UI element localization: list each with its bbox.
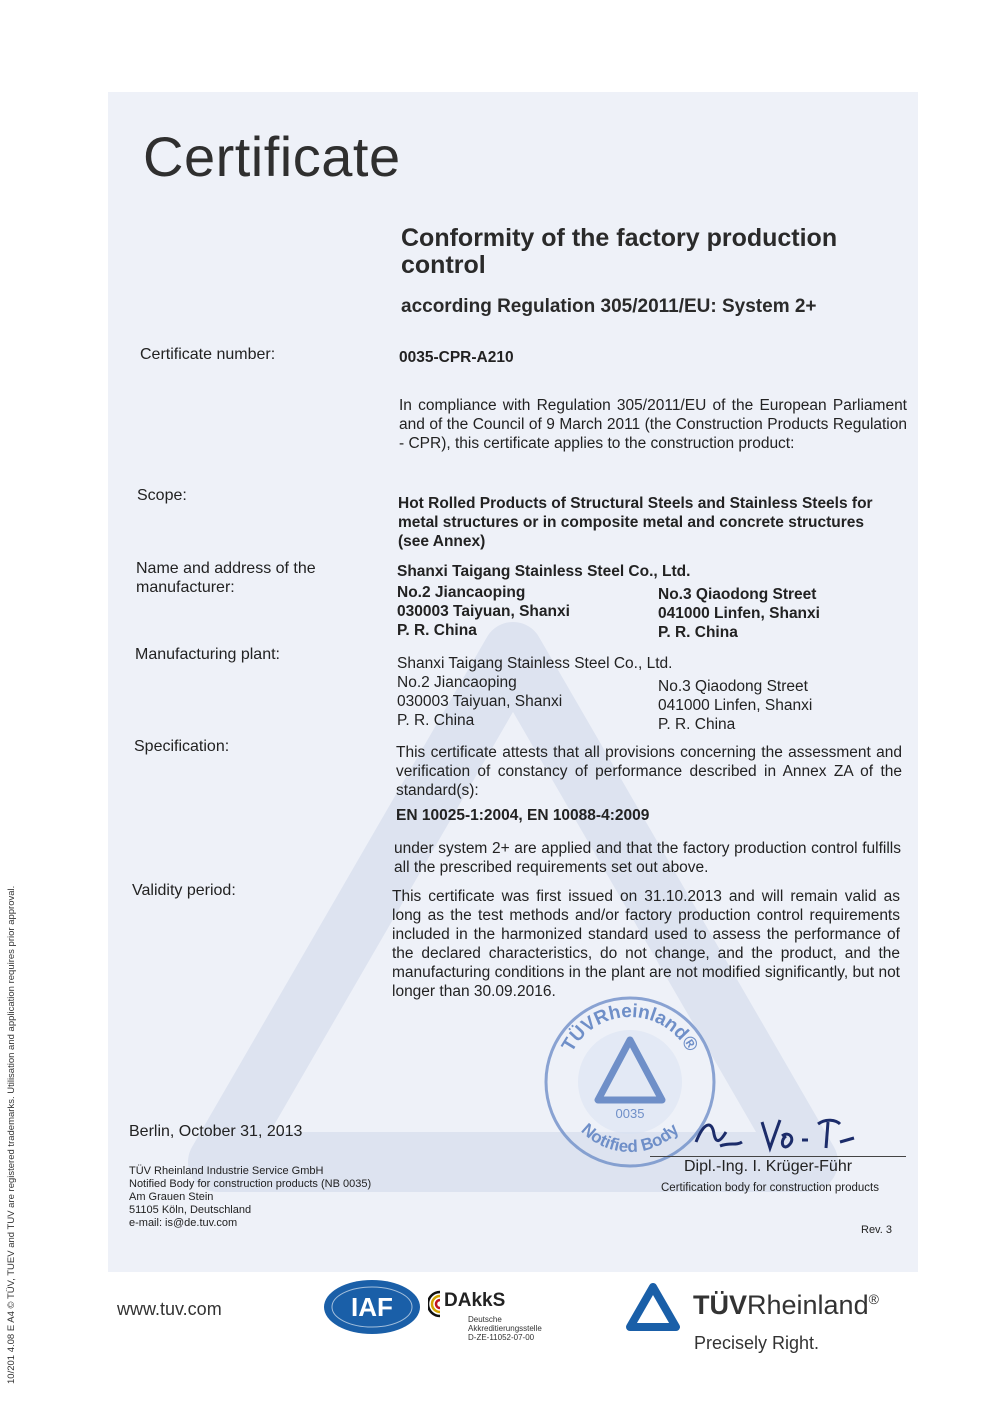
specification-standards: EN 10025-1:2004, EN 10088-4:2009 <box>396 807 650 824</box>
manufacturer-label: Name and address of the manufacturer: <box>136 560 316 596</box>
scope-label: Scope: <box>137 487 187 504</box>
certificate-heading: Conformity of the factory production control <box>401 224 838 279</box>
manufacturer-address-left: No.2 Jiancaoping 030003 Taiyuan, Shanxi P. R. China <box>397 584 570 639</box>
plant-label: Manufacturing plant: <box>135 646 280 663</box>
certificate-subheading: according Regulation 305/2011/EU: System 2+ <box>401 296 817 317</box>
certificate-title: Certificate <box>143 125 401 188</box>
website-link[interactable]: www.tuv.com <box>117 1299 222 1319</box>
date-place: Berlin, October 31, 2013 <box>129 1123 303 1140</box>
signatory-role: Certification body for construction products <box>661 1182 879 1194</box>
certificate-number-value: 0035-CPR-A210 <box>399 349 514 366</box>
manufacturer-address-right: No.3 Qiaodong Street 041000 Linfen, Shanxi P. R. China <box>658 586 820 641</box>
signature-line <box>650 1156 906 1157</box>
tuv-brand: TÜVRheinland® <box>693 1290 879 1320</box>
compliance-text: In compliance with Regulation 305/2011/EU of the European Parliament and of the Council of 9 March 2011 (the Construction Products Regulation - CPR), this certificate applies to the construction product: <box>399 397 907 452</box>
revision-label: Rev. 3 <box>861 1224 892 1236</box>
dakks-arcs-icon <box>428 1290 442 1318</box>
stamp-number: 0035 <box>615 1106 645 1121</box>
specification-text: This certificate attests that all provisions concerning the assessment and verification of constancy of performance described in Annex ZA of the standard(s): <box>396 744 902 799</box>
stamp-bottom-text: Notified Body <box>577 1119 683 1157</box>
side-trademark-note: 10/201 4.08 E A4 © TÜV, TUEV and TUV are registered trademarks. Utilisation and application requires prior approval. <box>6 885 17 1384</box>
specification-text-continued: under system 2+ are applied and that the factory production control fulfills all the prescribed requirements set out above. <box>394 840 901 876</box>
scope-value: Hot Rolled Products of Structural Steels and Stainless Steels for metal structures or in composite metal and concrete structures (see Annex) <box>398 495 873 550</box>
manufacturer-company: Shanxi Taigang Stainless Steel Co., Ltd. <box>397 563 691 580</box>
iaf-logo <box>322 1278 422 1336</box>
issuer-address: TÜV Rheinland Industrie Service GmbH Notified Body for construction products (NB 0035) Am Grauen Stein 51105 Köln, Deutschland e-mail: is@de.tuv.com <box>129 1165 372 1229</box>
certificate-number-label: Certificate number: <box>140 346 276 363</box>
validity-text: This certificate was first issued on 31.10.2013 and will remain valid as long as the test methods and/or factory production control requirements included in the harmonized standard used to assess the performance of the declared characteristics, do not change, and the product, and the manufacturing conditions in the plant are not modified significantly, but not longer than 30.09.2016. <box>392 888 900 1000</box>
signatory-name: Dipl.-Ing. I. Krüger-Führ <box>684 1158 853 1175</box>
validity-label: Validity period: <box>132 882 236 899</box>
svg-text:IAF: IAF <box>351 1292 393 1322</box>
tuv-slogan: Precisely Right. <box>694 1333 820 1353</box>
plant-address-left: No.2 Jiancaoping 030003 Taiyuan, Shanxi P. R. China <box>397 674 563 729</box>
tuv-triangle-icon <box>624 1282 682 1332</box>
stamp-top-text: TÜVRheinland® <box>557 1000 702 1056</box>
plant-address-right: No.3 Qiaodong Street 041000 Linfen, Shanxi P. R. China <box>658 678 813 733</box>
plant-company: Shanxi Taigang Stainless Steel Co., Ltd. <box>397 655 673 672</box>
signature <box>690 1112 870 1160</box>
specification-label: Specification: <box>134 738 230 755</box>
